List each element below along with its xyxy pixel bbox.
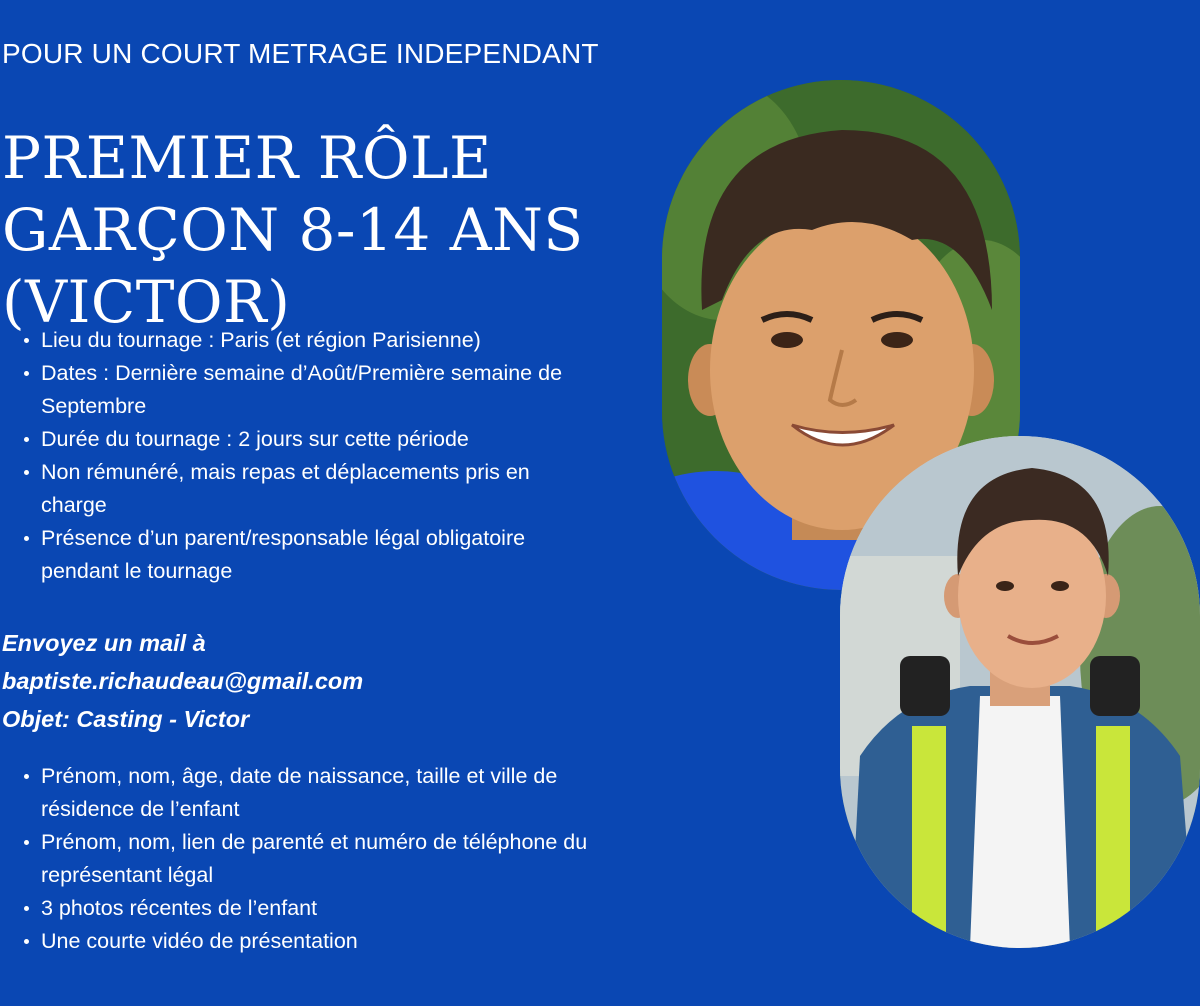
list-item: Présence d’un parent/responsable légal obligatoire pendant le tournage: [41, 522, 601, 588]
list-item: Dates : Dernière semaine d’Août/Première semaine de Septembre: [41, 357, 601, 423]
contact-email[interactable]: baptiste.richaudeau@gmail.com: [2, 668, 364, 694]
boy-portrait-photo-2: [840, 436, 1200, 948]
list-item: 3 photos récentes de l’enfant: [41, 892, 601, 925]
contact-subject: Objet: Casting - Victor: [2, 706, 250, 732]
contact-block: [2, 624, 363, 738]
requirements-list: [22, 760, 601, 958]
list-item: Prénom, nom, lien de parenté et numéro de téléphone du représentant légal: [41, 826, 601, 892]
details-list: [22, 324, 601, 588]
title-line-2: GARÇON 8-14 ANS: [2, 196, 584, 264]
portrait-illustration: [840, 436, 1200, 948]
list-item: Une courte vidéo de présentation: [41, 925, 601, 958]
page-title: [2, 122, 584, 338]
list-item: Durée du tournage : 2 jours sur cette période: [41, 423, 601, 456]
list-item: Prénom, nom, âge, date de naissance, taille et ville de résidence de l’enfant: [41, 760, 601, 826]
title-line-1: PREMIER RÔLE: [2, 124, 492, 192]
title-line-3: (VICTOR): [2, 268, 291, 336]
contact-intro: Envoyez un mail à: [2, 630, 206, 656]
subtitle: POUR UN COURT METRAGE INDEPENDANT: [2, 38, 599, 69]
list-item: Non rémunéré, mais repas et déplacements pris en charge: [41, 456, 601, 522]
list-item: Lieu du tournage : Paris (et région Parisienne): [41, 324, 601, 357]
